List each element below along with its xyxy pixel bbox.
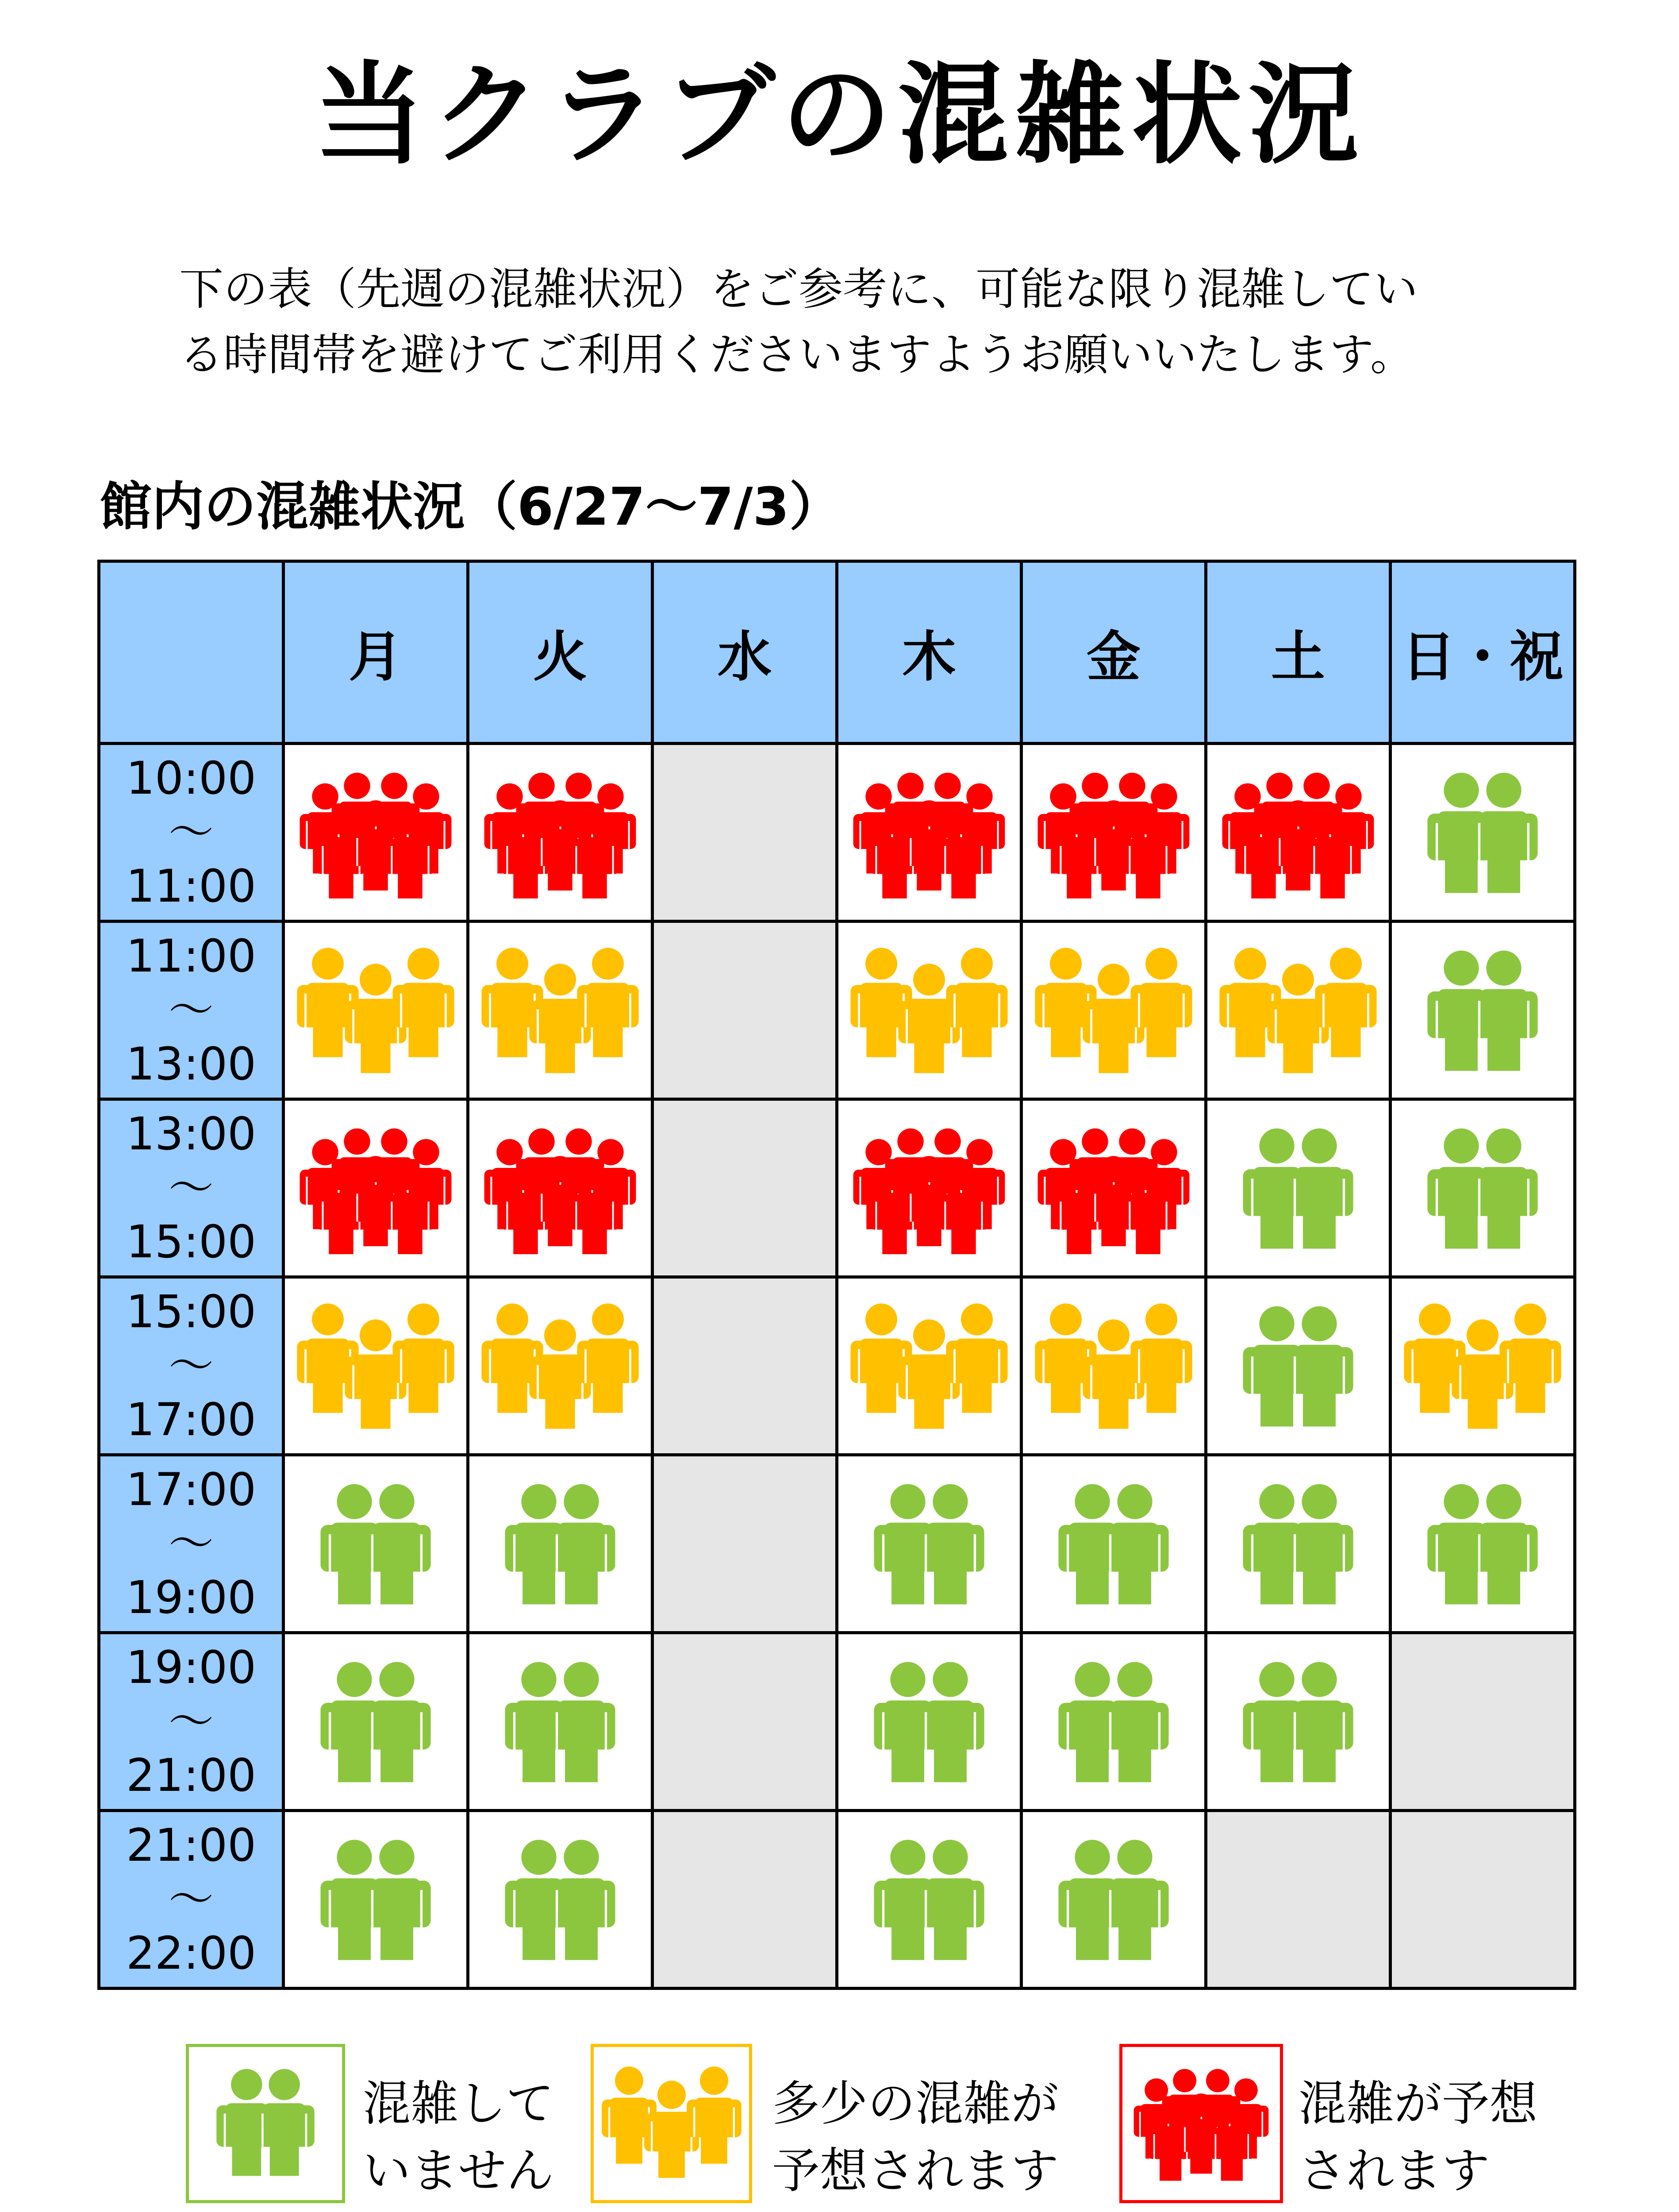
time-slot-end: 22:00	[126, 1927, 256, 1980]
time-slot-sep: 〜	[169, 806, 214, 859]
two-people-icon	[480, 1464, 640, 1624]
time-slot-cell	[99, 1633, 284, 1811]
crowd-icon	[849, 1109, 1009, 1268]
crowd-icon	[480, 753, 640, 912]
congestion-cell-medium	[1022, 1277, 1206, 1455]
congestion-cell-high	[1022, 1099, 1206, 1277]
time-slot-start: 11:00	[126, 929, 256, 983]
two-people-icon	[296, 1642, 455, 1801]
congestion-cell-low	[1022, 1455, 1206, 1633]
two-people-icon	[1403, 931, 1562, 1090]
day-header: 月	[284, 561, 468, 744]
legend-high-box	[1119, 2044, 1283, 2203]
table-header-row	[99, 561, 1575, 744]
congestion-cell-low	[1391, 744, 1575, 922]
crowd-icon	[1034, 753, 1193, 912]
time-slot-start: 13:00	[126, 1107, 256, 1160]
table-row	[99, 1455, 1575, 1633]
congestion-cell-low	[1391, 922, 1575, 1099]
three-people-icon	[1218, 931, 1378, 1090]
congestion-cell-high	[1206, 744, 1391, 922]
legend-low-box	[186, 2044, 345, 2203]
legend-medium-label: 多少の混雑が 予想されます	[772, 2076, 1059, 2199]
congestion-cell-low	[284, 1811, 468, 1989]
time-slot-sep: 〜	[169, 1695, 214, 1748]
two-people-icon	[849, 1642, 1009, 1801]
crowd-icon	[1034, 1109, 1193, 1268]
day-header: 金	[1022, 561, 1206, 744]
three-people-icon	[601, 2051, 742, 2193]
two-people-icon	[1034, 1820, 1193, 1979]
intro-line-1: 下の表（先週の混雑状況）をご参考に、可能な限り混雑してい	[179, 263, 1418, 315]
time-slot-cell	[99, 1277, 284, 1455]
table-row	[99, 1099, 1575, 1277]
time-slot-cell	[99, 1099, 284, 1277]
congestion-cell-high	[468, 1099, 653, 1277]
intro-line-2: る時間帯を避けてご利用くださいますようお願いいたします。	[179, 329, 1414, 380]
day-header: 日・祝	[1391, 561, 1575, 744]
crowd-icon	[1130, 2051, 1272, 2193]
two-people-icon	[1034, 1642, 1193, 1801]
legend-low-label: 混雑して いません	[363, 2076, 554, 2199]
day-header: 火	[468, 561, 653, 744]
congestion-cell-low	[468, 1633, 653, 1811]
time-slot-sep: 〜	[169, 1517, 214, 1570]
crowd-icon	[296, 753, 455, 912]
congestion-table	[97, 560, 1576, 1990]
crowd-icon	[849, 753, 1009, 912]
two-people-icon	[480, 1642, 640, 1801]
congestion-cell-low	[1022, 1811, 1206, 1989]
congestion-cell-medium	[1391, 1277, 1575, 1455]
two-people-icon	[1034, 1464, 1193, 1624]
two-people-icon	[849, 1820, 1009, 1979]
three-people-icon	[480, 931, 640, 1090]
two-people-icon	[1218, 1286, 1378, 1446]
time-slot-sep: 〜	[169, 1339, 214, 1392]
time-slot-cell	[99, 1455, 284, 1633]
section-title: 館内の混雑状況（6/27〜7/3）	[100, 476, 841, 537]
time-slot-end: 17:00	[126, 1393, 256, 1446]
two-people-icon	[1218, 1464, 1378, 1624]
time-slot-sep: 〜	[169, 1161, 214, 1214]
table-row	[99, 744, 1575, 922]
congestion-cell-closed	[1391, 1633, 1575, 1811]
crowd-icon	[480, 1109, 640, 1268]
table-row	[99, 1811, 1575, 1989]
two-people-icon	[1403, 753, 1562, 912]
two-people-icon	[1403, 1109, 1562, 1268]
congestion-cell-closed	[1391, 1811, 1575, 1989]
crowd-icon	[1218, 753, 1378, 912]
three-people-icon	[849, 931, 1009, 1090]
time-slot-start: 15:00	[126, 1285, 256, 1338]
congestion-cell-closed	[653, 1277, 837, 1455]
time-slot-end: 19:00	[126, 1571, 256, 1624]
congestion-cell-closed	[653, 1455, 837, 1633]
congestion-cell-low	[1391, 1099, 1575, 1277]
congestion-cell-medium	[468, 1277, 653, 1455]
time-slot-start: 19:00	[126, 1641, 256, 1694]
congestion-cell-low	[284, 1455, 468, 1633]
two-people-icon	[480, 1820, 640, 1979]
time-slot-cell	[99, 1811, 284, 1989]
three-people-icon	[296, 1286, 455, 1446]
congestion-cell-low	[1206, 1277, 1391, 1455]
time-slot-end: 21:00	[126, 1749, 256, 1802]
time-slot-sep: 〜	[169, 1873, 214, 1926]
time-slot-cell	[99, 922, 284, 1099]
congestion-cell-medium	[837, 922, 1022, 1099]
congestion-cell-closed	[653, 1811, 837, 1989]
corner-cell	[99, 561, 284, 744]
congestion-cell-low	[837, 1811, 1022, 1989]
congestion-cell-high	[284, 744, 468, 922]
three-people-icon	[849, 1286, 1009, 1446]
crowd-icon	[296, 1109, 455, 1268]
congestion-cell-closed	[1206, 1811, 1391, 1989]
time-slot-cell	[99, 744, 284, 922]
congestion-cell-high	[1022, 744, 1206, 922]
time-slot-sep: 〜	[169, 983, 214, 1037]
congestion-cell-low	[1206, 1099, 1391, 1277]
congestion-cell-low	[1391, 1455, 1575, 1633]
congestion-cell-low	[468, 1455, 653, 1633]
table-row	[99, 922, 1575, 1099]
congestion-cell-low	[837, 1633, 1022, 1811]
congestion-cell-closed	[653, 1633, 837, 1811]
congestion-cell-low	[284, 1633, 468, 1811]
two-people-icon	[1403, 1464, 1562, 1624]
day-header: 水	[653, 561, 837, 744]
time-slot-start: 17:00	[126, 1463, 256, 1516]
three-people-icon	[480, 1286, 640, 1446]
table-row	[99, 1633, 1575, 1811]
congestion-cell-closed	[653, 1099, 837, 1277]
day-header: 木	[837, 561, 1022, 744]
congestion-cell-low	[1022, 1633, 1206, 1811]
congestion-cell-medium	[837, 1277, 1022, 1455]
congestion-cell-medium	[468, 922, 653, 1099]
time-slot-start: 10:00	[126, 752, 256, 805]
congestion-cell-closed	[653, 922, 837, 1099]
congestion-cell-medium	[284, 1277, 468, 1455]
congestion-cell-high	[837, 1099, 1022, 1277]
legend-medium-box	[591, 2044, 752, 2203]
congestion-cell-low	[468, 1811, 653, 1989]
time-slot-end: 13:00	[126, 1037, 256, 1091]
congestion-cell-medium	[284, 922, 468, 1099]
two-people-icon	[849, 1464, 1009, 1624]
page-title: 当クラブの混雑状況	[314, 50, 1365, 179]
two-people-icon	[1218, 1642, 1378, 1801]
congestion-cell-low	[1206, 1455, 1391, 1633]
congestion-cell-closed	[653, 744, 837, 922]
congestion-cell-medium	[1022, 922, 1206, 1099]
time-slot-end: 15:00	[126, 1215, 256, 1268]
congestion-cell-low	[1206, 1633, 1391, 1811]
three-people-icon	[1034, 931, 1193, 1090]
three-people-icon	[296, 931, 455, 1090]
intro-text	[179, 257, 1551, 388]
two-people-icon	[296, 1820, 455, 1979]
three-people-icon	[1034, 1286, 1193, 1446]
time-slot-end: 11:00	[126, 860, 256, 913]
congestion-cell-high	[837, 744, 1022, 922]
congestion-cell-low	[837, 1455, 1022, 1633]
table-row	[99, 1277, 1575, 1455]
three-people-icon	[1403, 1286, 1562, 1446]
congestion-cell-medium	[1206, 922, 1391, 1099]
congestion-cell-high	[468, 744, 653, 922]
two-people-icon	[1218, 1109, 1378, 1268]
two-people-icon	[296, 1464, 455, 1624]
legend-high-label: 混雑が予想 されます	[1299, 2076, 1538, 2199]
time-slot-start: 21:00	[126, 1819, 256, 1872]
congestion-cell-high	[284, 1099, 468, 1277]
day-header: 土	[1206, 561, 1391, 744]
two-people-icon	[195, 2051, 336, 2193]
